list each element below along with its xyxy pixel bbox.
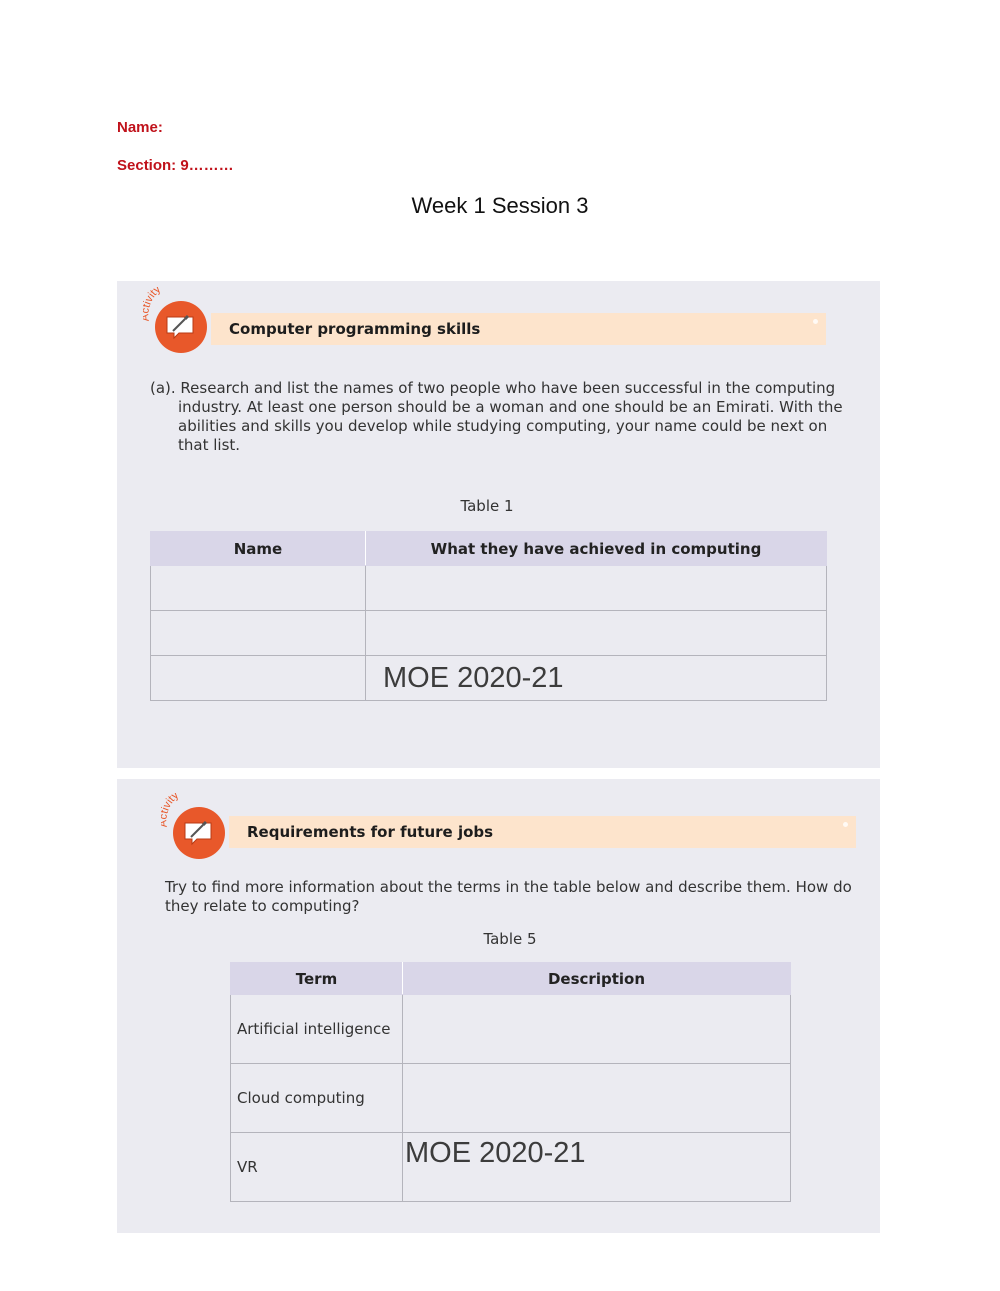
table-caption: Table 5 [483, 930, 537, 948]
name-cell[interactable] [151, 656, 366, 701]
terms-table [230, 962, 791, 1202]
column-header-achievement: What they have achieved in computing [366, 532, 827, 566]
table-row [231, 1133, 791, 1202]
table-row [231, 1064, 791, 1133]
instructions-text: Try to find more information about the terms in the table below and describe them. How do they relate to computing? [165, 878, 852, 915]
svg-text:Activity 4.3: vity [143, 287, 164, 305]
activity-banner-2 [229, 816, 856, 848]
table-row [151, 656, 827, 701]
table-row [151, 566, 827, 611]
table-row [231, 995, 791, 1064]
name-cell[interactable] [151, 566, 366, 611]
table-caption: Table 1 [460, 497, 514, 515]
column-header-name: Name [151, 532, 366, 566]
activity-banner-1 [211, 313, 826, 345]
svg-text:Activity 4.6: vity [161, 793, 182, 811]
achievement-cell[interactable] [366, 611, 827, 656]
description-cell[interactable] [403, 995, 791, 1064]
achievers-table [150, 531, 827, 701]
activity-panel-1 [117, 281, 880, 768]
table-row [151, 611, 827, 656]
banner-title: Computer programming skills [229, 320, 481, 338]
name-cell[interactable] [151, 611, 366, 656]
activity-badge-icon [143, 287, 213, 351]
column-header-description: Description [403, 963, 791, 995]
banner-title: Requirements for future jobs [247, 823, 494, 841]
term-cell: VR [231, 1133, 403, 1202]
column-header-term: Term [231, 963, 403, 995]
watermark: MOE 2020-21 [383, 661, 564, 694]
term-cell: Artificial intelligence [231, 995, 403, 1064]
page-title: Week 1 Session 3 [411, 193, 589, 218]
description-cell[interactable] [403, 1064, 791, 1133]
watermark: MOE 2020-21 [405, 1137, 586, 1169]
table-header-row [231, 963, 791, 995]
achievement-cell[interactable] [366, 566, 827, 611]
activity-panel-2 [117, 779, 880, 1233]
description-cell[interactable] [403, 1133, 791, 1202]
term-cell: Cloud computing [231, 1064, 403, 1133]
section-label: Section: 9……… [117, 157, 234, 174]
table-header-row [151, 532, 827, 566]
achievement-cell[interactable] [366, 656, 827, 701]
activity-badge-icon [161, 793, 231, 857]
name-label: Name: [117, 119, 163, 136]
instructions-text: (a). Research and list the names of two people who have been successful in the computing industry. At least one person should be a woman and one should be an Emirati. With the abilities and skills you develop while studying computing, your name could be next on that list. [150, 379, 843, 454]
